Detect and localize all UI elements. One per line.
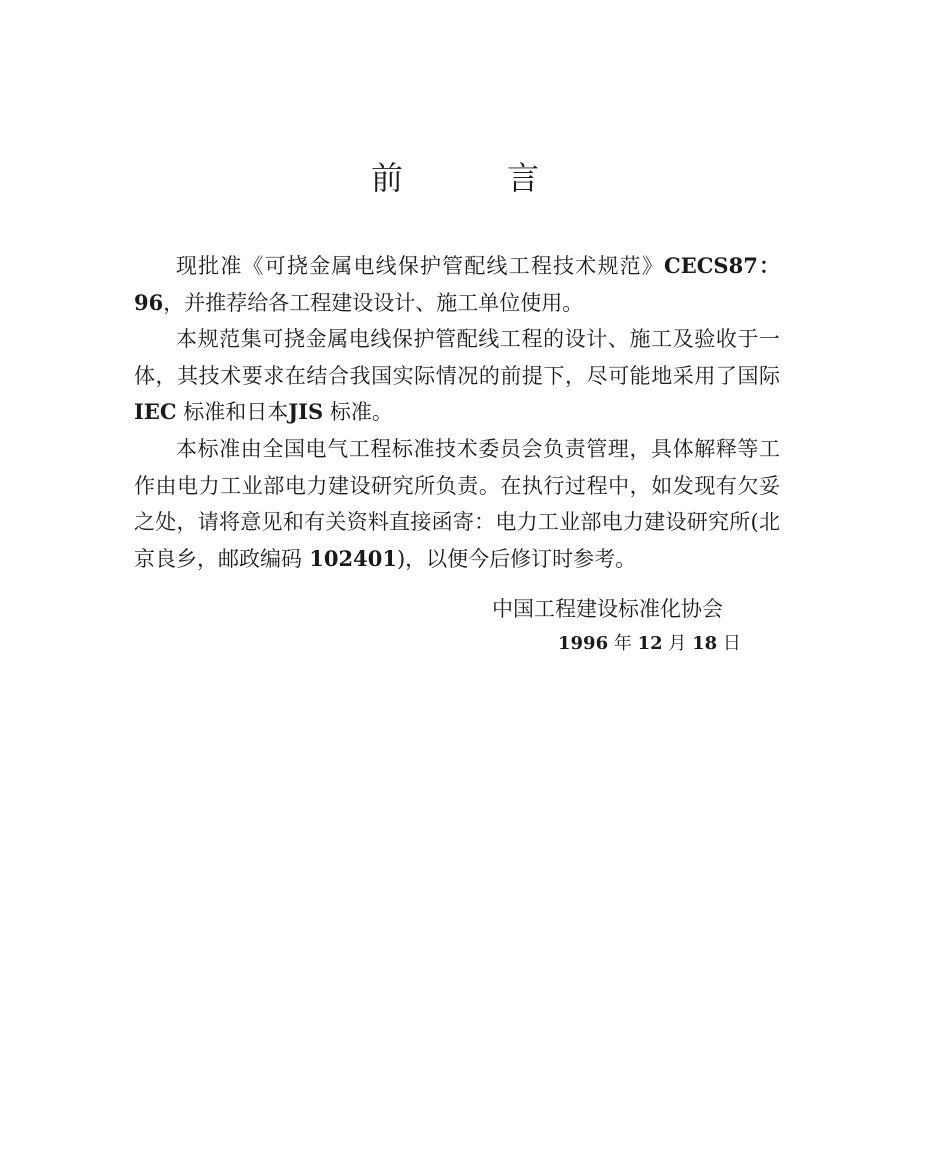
paragraph-text: 现批准《可挠金属电线保护管配线工程技术规范》 bbox=[176, 254, 664, 278]
title-char-1: 前 bbox=[370, 159, 403, 197]
issue-date bbox=[558, 630, 741, 658]
date-year: 1996 bbox=[558, 633, 609, 654]
paragraph-text: ，并推荐给各工程建设设计、施工单位使用。 bbox=[163, 290, 584, 315]
date-month: 12 bbox=[637, 633, 663, 654]
title-char-2: 言 bbox=[507, 159, 540, 197]
paragraph-text: 标准。 bbox=[323, 400, 393, 425]
date-day: 18 bbox=[692, 633, 718, 654]
postal-code: 102401 bbox=[302, 545, 397, 571]
paragraph-text: 本规范集可挠金属电线保护管配线工程的设计、施工及验收于一体，其技术要求在结合我国实际情况的前提下，尽可能地采用了国际 bbox=[134, 327, 780, 388]
paragraph-scope bbox=[134, 321, 780, 431]
paragraph-management bbox=[134, 431, 780, 577]
paragraph-text: 本标准由全国电气工程标准技术委员会负责管理，具体解释等工作由电力工业部电力建设研究所负责。在执行过程中，如发现有欠妥之处，请将意见和有关资料直接函寄：电力工业部电力建设研究所(北京良乡，邮政编码 bbox=[134, 436, 780, 571]
iec-label: IEC bbox=[134, 399, 177, 425]
preface-body bbox=[134, 248, 780, 577]
date-day-unit: 日 bbox=[717, 633, 741, 654]
paragraph-approval bbox=[134, 248, 780, 321]
paragraph-text: 标准和日本 bbox=[176, 400, 289, 425]
date-month-unit: 月 bbox=[662, 633, 693, 654]
date-year-unit: 年 bbox=[608, 633, 638, 654]
paragraph-text: )，以便今后修订时参考。 bbox=[396, 546, 637, 571]
jis-label: JIS bbox=[288, 399, 324, 425]
page-title bbox=[0, 156, 910, 200]
issuing-organization: 中国工程建设标准化协会 bbox=[492, 597, 723, 621]
standard-code: CECS87：96 bbox=[134, 253, 781, 315]
